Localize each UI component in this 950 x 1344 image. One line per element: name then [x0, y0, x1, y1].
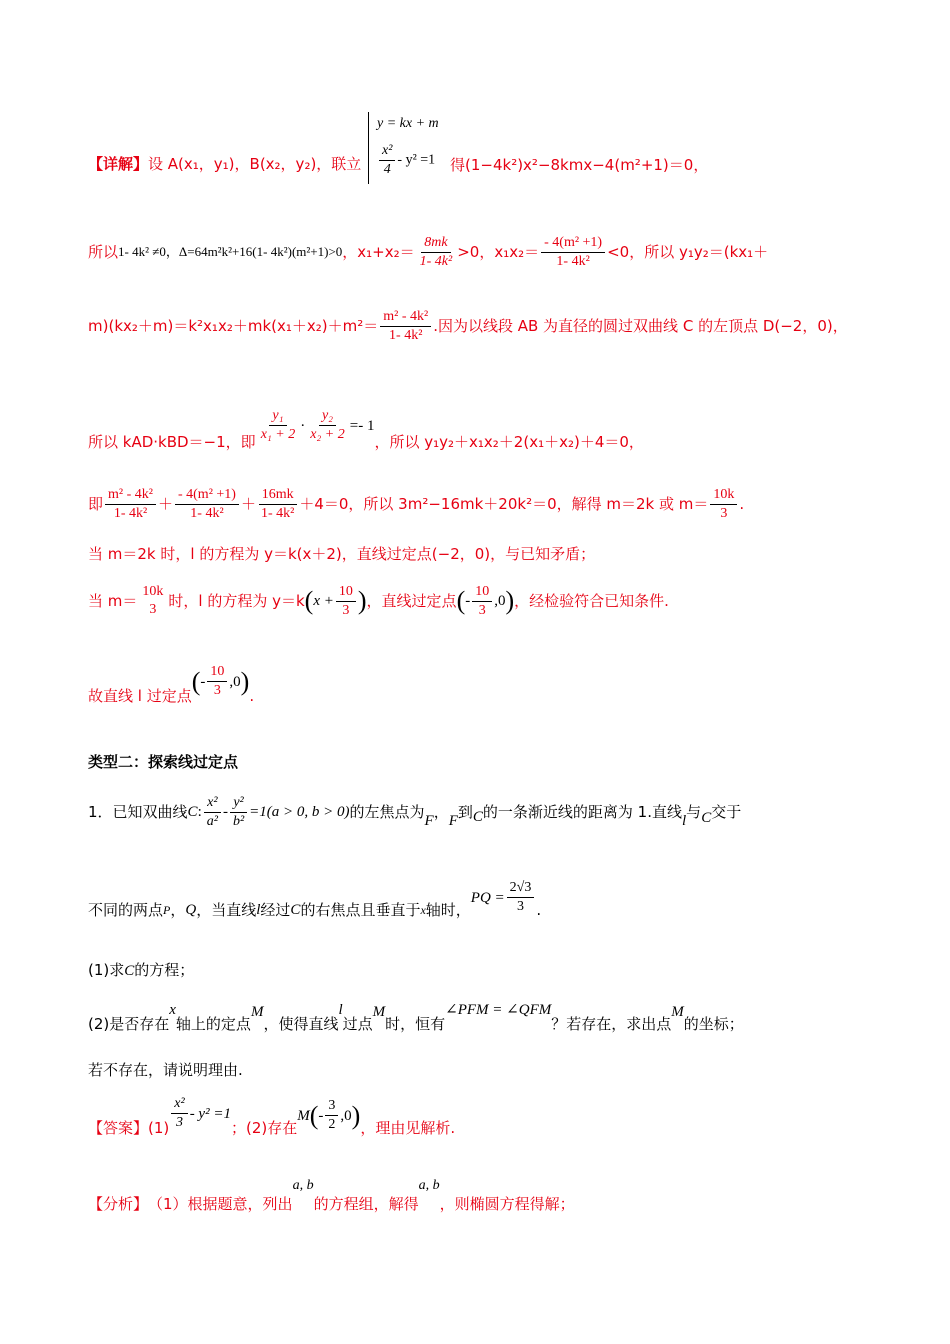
line5-end: . — [739, 495, 745, 513]
math-fragment — [258, 486, 297, 523]
analysis-a: （1）根据题意，列出 — [148, 1195, 293, 1213]
problem-q1-b: 的方程； — [134, 961, 195, 979]
line7-m-num: 10k — [142, 584, 164, 599]
math-fragment — [258, 407, 299, 444]
line5-a-den: 1- 4k² — [113, 505, 148, 521]
line7-mid2: ，直线过定点 — [366, 592, 457, 610]
math-fragment — [171, 1095, 187, 1132]
math-fragment: x² — [204, 794, 220, 813]
problem-q2-f: ？若存在，求出点 — [551, 1015, 672, 1033]
math-fragment — [710, 486, 737, 523]
line5-c-num: 16mk — [259, 486, 297, 505]
problem-q2-g: 的坐标； — [683, 1015, 744, 1033]
math-fragment: ( — [456, 586, 466, 615]
line5-a-num: m² - 4k² — [105, 486, 156, 505]
problem-l2-pq: PQ = — [470, 889, 505, 906]
line2-sum-prefix: ，x₁+x₂＝ — [342, 243, 415, 261]
math-fragment — [307, 407, 348, 444]
math-fragment: - — [222, 804, 228, 820]
detail-label: 【详解】 — [88, 155, 149, 173]
line5-c-den: 1- 4k² — [260, 505, 295, 521]
math-fragment — [297, 1097, 360, 1134]
problem-q2-e: 时，恒有 — [385, 1015, 446, 1033]
line3-text: m)(kx₂＋m)＝k²x₁x₂＋mk(x₁＋x₂)＋m²＝ — [88, 317, 379, 335]
line7-suffix: ，经检验符合已知条件. — [514, 592, 669, 610]
detail-intro: 设 A(x₁，y₁)，B(x₂，y₂)，联立 — [148, 155, 362, 173]
answer-suffix: ，理由见解析. — [360, 1119, 456, 1137]
math-fragment: ( — [309, 1100, 319, 1130]
problem-q2-d: 过点 — [342, 1015, 373, 1033]
math-fragment: : — [197, 804, 202, 820]
line2-sum-den: 1- 4k² — [419, 253, 453, 269]
line4-eq: =- 1 — [349, 417, 375, 434]
problem-l1-c: ， — [433, 803, 449, 821]
math-fragment: ＋ — [157, 495, 173, 513]
problem-l2-end: . — [536, 901, 542, 919]
line8-end: . — [249, 687, 255, 705]
math-fragment: x² — [171, 1095, 187, 1114]
line2-prod-num: - 4(m² +1) — [541, 234, 605, 253]
problem-l2-e: 的右焦点且垂直于 — [300, 901, 421, 919]
line5-d-num: 10k — [710, 486, 737, 505]
line7-m-den: 3 — [149, 602, 157, 617]
math-fragment: C — [187, 804, 198, 820]
math-fragment: ＋ — [240, 495, 256, 513]
problem-l2-c: ，当直线 — [196, 901, 257, 919]
problem-q2-a: (2)是否存在 — [88, 1015, 170, 1033]
answer-p2: ；(2)存在 — [230, 1119, 298, 1137]
math-fragment: C — [290, 902, 301, 918]
answer-m-den: 2 — [328, 1117, 336, 1132]
detail-system-row2-num: x² — [379, 142, 395, 161]
math-fragment: y² — [230, 794, 246, 813]
detail-line-3 — [88, 306, 890, 346]
problem-l2-f: 轴时， — [425, 901, 471, 919]
math-fragment — [192, 663, 250, 700]
math-fragment — [105, 486, 156, 523]
problem-line-2 — [88, 872, 890, 920]
line2-prod-suffix: <0，所以 y₁y₂＝(kx₁＋ — [607, 243, 769, 261]
math-fragment: a² — [206, 813, 218, 829]
math-fragment — [230, 794, 247, 831]
line5-d-den: 3 — [720, 505, 728, 521]
math-fragment: l — [682, 813, 687, 829]
math-fragment: ) — [351, 1100, 361, 1130]
section-title: 类型二：探索线过定点 — [88, 753, 239, 771]
line8-p-den: 3 — [213, 683, 221, 698]
math-fragment — [139, 583, 166, 619]
analysis-ab1: a, b — [292, 1178, 314, 1193]
problem-l1-d: 到 — [457, 803, 473, 821]
answer-line — [88, 1094, 890, 1140]
line5-b-den: 1- 4k² — [190, 505, 224, 521]
math-fragment: Q — [185, 902, 197, 918]
problem-l2-d: 经过 — [260, 901, 291, 919]
math-fragment: C — [701, 810, 712, 826]
line2-sum-num: 8mk — [421, 234, 450, 253]
line8-prefix: 故直线 l 过定点 — [88, 687, 192, 705]
math-fragment — [169, 1095, 231, 1132]
math-fragment: F — [448, 813, 458, 829]
math-fragment: x — [420, 903, 426, 917]
math-fragment — [336, 583, 356, 620]
analysis-ab2: a, b — [418, 1178, 440, 1193]
math-fragment: M — [671, 1004, 684, 1020]
line7-p-num: 10 — [472, 583, 492, 602]
math-fragment: P — [163, 903, 171, 917]
math-fragment: l — [338, 1002, 343, 1018]
equation-system — [368, 112, 439, 184]
detail-line-8 — [88, 664, 890, 710]
line7-x-num: 10 — [336, 583, 356, 602]
question-2 — [88, 998, 890, 1034]
math-fragment: - — [318, 1107, 324, 1124]
problem-l1-eq: =1(a > 0, b > 0) — [249, 804, 350, 820]
math-fragment: - — [465, 593, 471, 609]
line5-mid: ＋4＝0，所以 3m²−16mk＋20k²＝0，解得 m＝2k 或 m＝ — [299, 495, 709, 513]
math-fragment — [379, 142, 395, 179]
detail-result: 得(1−4k²)x²−8kmx−4(m²+1)＝0， — [450, 156, 709, 174]
problem-q2-b: 轴上的定点 — [175, 1015, 251, 1033]
problem-l1-e: 的一条渐近线的距离为 1.直线 — [482, 803, 682, 821]
line5-prefix: 即 — [88, 495, 104, 513]
line4-f1-num: y₁ — [269, 407, 286, 426]
math-fragment: M — [297, 1107, 310, 1124]
line2-sum-suffix: >0，x₁x₂＝ — [457, 243, 540, 261]
math-fragment: - — [200, 673, 206, 690]
math-fragment — [207, 663, 227, 700]
math-fragment: ) — [357, 586, 367, 615]
line2-prod-den: 1- 4k² — [556, 253, 590, 269]
analysis-b: 的方程组，解得 — [313, 1195, 419, 1213]
line7-x-part: x + — [313, 593, 334, 609]
line3-suffix: .因为以线段 AB 为直径的圆过双曲线 C 的左顶点 D(−2，0)， — [433, 317, 848, 335]
line7-x-den: 3 — [342, 602, 350, 618]
math-fragment — [175, 486, 239, 523]
math-fragment: ,0 — [229, 673, 241, 690]
math-fragment — [325, 1097, 338, 1134]
math-fragment: ,0 — [494, 593, 506, 609]
analysis-label: 【分析】 — [88, 1195, 149, 1213]
problem-l1-b: 的左焦点为 — [349, 803, 425, 821]
line4-prefix: 所以 kAD·kBD＝−1，即 — [88, 433, 256, 451]
problem-q1: (1)求 — [88, 961, 125, 979]
question-1 — [88, 960, 890, 981]
math-fragment: ) — [240, 666, 250, 696]
math-fragment: ( — [304, 586, 314, 615]
math-fragment: ( — [191, 666, 201, 696]
line2-prefix: 所以 — [88, 243, 119, 261]
answer-label: 【答案】 — [88, 1119, 149, 1137]
math-fragment: C — [124, 963, 135, 979]
detail-line-2 — [88, 232, 890, 272]
math-fragment: M — [372, 1004, 386, 1020]
line7-p-den: 3 — [478, 602, 486, 618]
math-fragment — [471, 879, 537, 916]
math-fragment: b² — [232, 813, 245, 829]
line4-f1-den: x₁ + 2 — [260, 427, 296, 442]
line4-f2-num: y₂ — [319, 407, 336, 426]
analysis-line — [88, 1180, 890, 1220]
answer-p1: (1) — [148, 1119, 170, 1137]
system-row-2 — [377, 142, 435, 179]
detail-system-row2-rest: - y² =1 — [397, 152, 436, 168]
detail-line-5 — [88, 482, 890, 526]
problem-q2-angle: ∠PFM = ∠QFM — [445, 1002, 552, 1018]
problem-l2-num: 2√3 — [507, 879, 535, 898]
math-fragment: ,0 — [340, 1107, 352, 1124]
math-fragment: l — [256, 902, 261, 918]
analysis-c: ，则椭圆方程得解； — [439, 1195, 575, 1213]
problem-line-1 — [88, 790, 890, 834]
line5-b-num: - 4(m² +1) — [175, 486, 239, 505]
math-fragment: x — [169, 1002, 176, 1018]
math-fragment: · — [300, 417, 306, 434]
detail-line-4 — [88, 408, 890, 452]
math-fragment — [472, 583, 492, 620]
line3-num: m² - 4k² — [380, 308, 431, 327]
problem-l2-b: ， — [170, 901, 186, 919]
math-fragment — [380, 308, 431, 345]
line4-f2-den: x₂ + 2 — [310, 427, 345, 442]
detail-line-6: 当 m＝2k 时，l 的方程为 y＝k(x＋2)，直线过定点(−2，0)，与已知矛盾； — [88, 545, 596, 563]
problem-l2-den: 3 — [517, 899, 525, 914]
math-fragment — [417, 234, 456, 271]
math-fragment: C — [472, 809, 483, 825]
detail-system-row2-den: 4 — [383, 162, 391, 177]
answer-m-num: 3 — [325, 1097, 338, 1116]
system-row-1: y = kx + m — [377, 116, 439, 131]
problem-l1-f: 与 — [686, 803, 702, 821]
math-fragment: M — [250, 1004, 264, 1020]
line7-mid: 时，l 的方程为 y＝k — [168, 592, 305, 610]
math-fragment — [204, 794, 221, 831]
detail-line-7 — [88, 578, 890, 624]
answer-eq-rest: - y² =1 — [189, 1105, 231, 1122]
math-fragment: F — [424, 813, 434, 829]
problem-l1-g: 交于 — [711, 803, 742, 821]
line7-prefix: 当 m＝ — [88, 592, 138, 610]
line3-den: 1- 4k² — [389, 327, 423, 343]
problem-l1-a: 1．已知双曲线 — [88, 803, 188, 821]
math-fragment: 3 — [175, 1115, 183, 1130]
math-fragment — [541, 234, 605, 271]
question-3: 若不存在，请说明理由. — [88, 1061, 243, 1079]
math-fragment — [256, 407, 375, 444]
discriminant-condition: 1- 4k² ≠0，Δ=64m²k²+16(1- 4k²)(m²+1)>0 — [118, 244, 343, 259]
problem-l2-a: 不同的两点 — [88, 901, 164, 919]
math-fragment: ) — [505, 586, 515, 615]
math-fragment — [507, 879, 535, 916]
line8-p-num: 10 — [207, 663, 227, 682]
line4-suffix: ，所以 y₁y₂＋x₁x₂＋2(x₁＋x₂)＋4＝0， — [374, 433, 644, 451]
problem-q2-c: ，使得直线 — [263, 1015, 339, 1033]
